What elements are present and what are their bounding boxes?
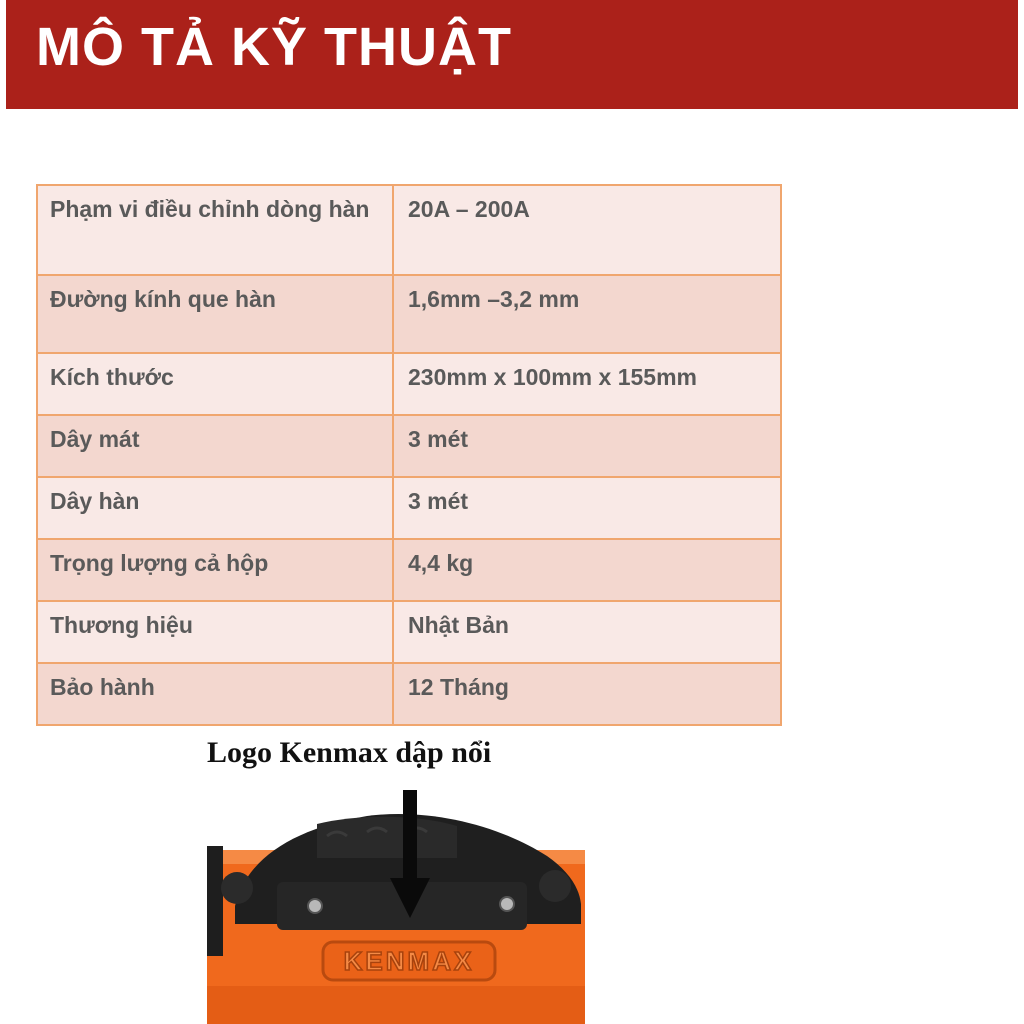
- spec-label: Phạm vi điều chỉnh dòng hàn: [37, 185, 393, 275]
- screw-icon: [500, 897, 514, 911]
- spec-label: Dây mát: [37, 415, 393, 477]
- spec-value: 230mm x 100mm x 155mm: [393, 353, 781, 415]
- machine-lower-shade: [207, 986, 585, 1024]
- embossed-logo-text: KENMAX: [343, 946, 475, 976]
- screw-icon: [308, 899, 322, 913]
- side-bracket: [207, 846, 223, 956]
- right-hinge: [539, 870, 571, 902]
- spec-table: [36, 184, 782, 726]
- spec-label: Thương hiệu: [37, 601, 393, 663]
- table-row: [37, 663, 781, 725]
- table-row: [37, 353, 781, 415]
- table-row: [37, 601, 781, 663]
- header-banner: [6, 0, 1018, 109]
- page-title: MÔ TẢ KỸ THUẬT: [36, 17, 512, 77]
- spec-value: Nhật Bản: [393, 601, 781, 663]
- spec-label: Bảo hành: [37, 663, 393, 725]
- table-row: [37, 539, 781, 601]
- spec-value: 1,6mm –3,2 mm: [393, 275, 781, 353]
- logo-caption: Logo Kenmax dập nổi: [207, 736, 492, 769]
- table-row: [37, 185, 781, 275]
- spec-value: 3 mét: [393, 415, 781, 477]
- table-row: [37, 415, 781, 477]
- spec-value: 20A – 200A: [393, 185, 781, 275]
- spec-label: Trọng lượng cả hộp: [37, 539, 393, 601]
- left-hinge: [221, 872, 253, 904]
- spec-label: Dây hàn: [37, 477, 393, 539]
- table-row: [37, 477, 781, 539]
- product-photo: [207, 786, 585, 1024]
- spec-value: 4,4 kg: [393, 539, 781, 601]
- table-row: [37, 275, 781, 353]
- spec-value: 3 mét: [393, 477, 781, 539]
- arrow-shaft: [403, 790, 417, 886]
- spec-value: 12 Tháng: [393, 663, 781, 725]
- handle-grip: [317, 817, 457, 858]
- spec-label: Đường kính que hàn: [37, 275, 393, 353]
- spec-label: Kích thước: [37, 353, 393, 415]
